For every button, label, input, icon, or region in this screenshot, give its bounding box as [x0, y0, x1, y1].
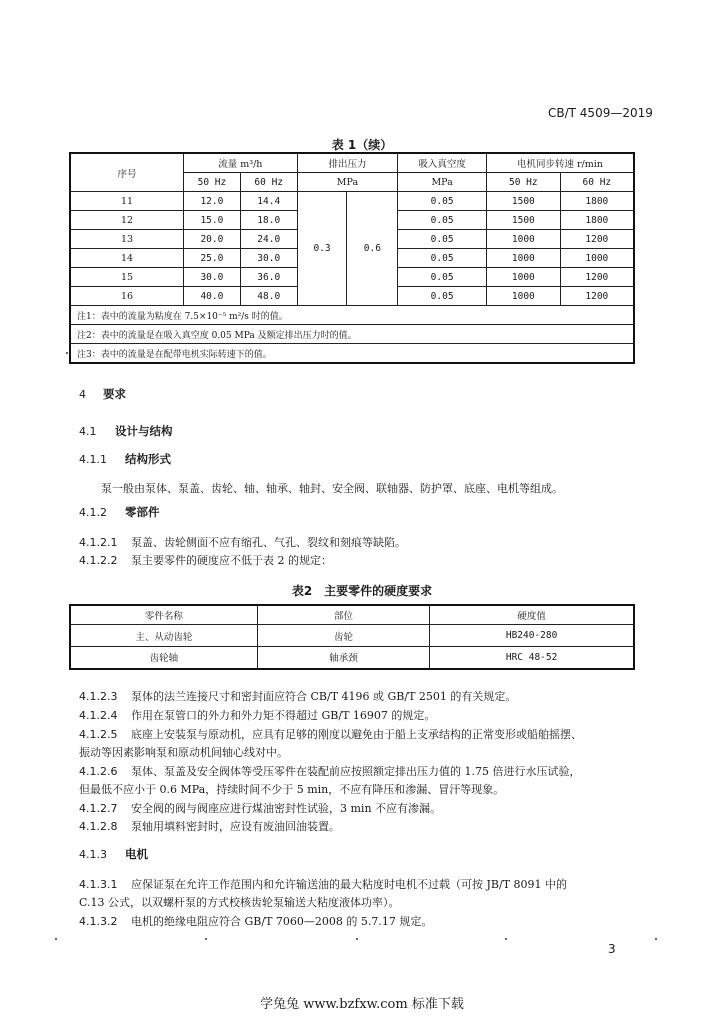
header-pressure: 排出压力 [297, 153, 398, 173]
cell-seq: 11 [70, 192, 183, 211]
header-seq: 序号 [70, 153, 183, 192]
cell-pressure-b: 0.6 [347, 192, 398, 306]
section-title: 结构形式 [125, 452, 172, 466]
cell-flow-50: 12.0 [183, 192, 240, 211]
section-4-heading [79, 386, 126, 402]
section-4-1-heading [79, 423, 173, 439]
cell-speed-50: 1500 [486, 211, 560, 230]
paragraph [79, 726, 582, 744]
clause-text: 泵盖、齿轮侧面不应有缩孔、气孔、裂纹和刻痕等缺陷。 [131, 536, 406, 549]
paragraph-continued: 但最低不应小于 0.6 MPa，持续时间不少于 5 min，不应有降压和渗漏、冒汗等现象。 [79, 783, 505, 796]
page-number: 3 [608, 942, 616, 956]
scan-speck [356, 938, 358, 940]
cell-seq: 14 [70, 249, 183, 268]
cell-flow-50: 15.0 [183, 211, 240, 230]
cell-speed-60: 1200 [560, 268, 634, 287]
clause-text: 底座上安装泵与原动机，应具有足够的刚度以避免由于船上支承结构的正常变形或船舶摇摆、 [131, 728, 582, 741]
cell-seq: 12 [70, 211, 183, 230]
cell-speed-60: 1200 [560, 287, 634, 306]
header-flow: 流量 m³/h [183, 153, 297, 173]
section-title: 要求 [103, 387, 127, 401]
clause-number: 4.1.2.5 [79, 728, 118, 741]
cell-vacuum: 0.05 [398, 287, 487, 306]
clause-number: 4.1.2.2 [79, 554, 118, 567]
cell-flow-60: 36.0 [240, 268, 297, 287]
cell-flow-60: 24.0 [240, 230, 297, 249]
clause-text: 作用在泵管口的外力和外力矩不得超过 GB/T 16907 的规定。 [131, 709, 436, 722]
cell-flow-60: 48.0 [240, 287, 297, 306]
cell-vacuum: 0.05 [398, 192, 487, 211]
table-note-3: 注3：表中的流量是在配带电机实际转速下的值。 [70, 344, 634, 364]
header-speed-60hz: 60 Hz [560, 173, 634, 192]
header-part: 零件名称 [70, 605, 257, 625]
header-vacuum-unit: MPa [398, 173, 487, 192]
clause-number: 4.1.2.7 [79, 802, 118, 815]
paragraph [79, 876, 567, 894]
clause-number: 4.1.2.4 [79, 709, 118, 722]
scan-speck [66, 352, 68, 354]
paragraph: 泵一般由泵体、泵盖、齿轮、轴、轴承、轴封、安全阀、联轴器、防护罩、底座、电机等组成。 [101, 482, 563, 495]
paragraph-continued: 振动等因素影响泵和原动机间轴心线对中。 [79, 746, 288, 759]
table-row [70, 192, 634, 211]
scan-speck [205, 938, 207, 940]
section-number: 4.1.3 [79, 848, 107, 861]
cell-vacuum: 0.05 [398, 249, 487, 268]
cell-seq: 13 [70, 230, 183, 249]
header-position: 部位 [257, 605, 429, 625]
cell-seq: 16 [70, 287, 183, 306]
paragraph [79, 818, 340, 836]
clause-number: 4.1.2.8 [79, 820, 118, 833]
paragraph [79, 913, 432, 931]
scan-speck [505, 938, 507, 940]
cell-vacuum: 0.05 [398, 230, 487, 249]
clause-text: 电机的绝缘电阻应符合 GB/T 7060—2008 的 5.7.17 规定。 [131, 915, 433, 928]
cell-position: 齿轮 [257, 625, 429, 647]
clause-text: 安全阀的阀与阀座应进行煤油密封性试验，3 min 不应有渗漏。 [131, 802, 442, 815]
table-row [70, 647, 634, 669]
header-pressure-unit: MPa [297, 173, 398, 192]
section-4-1-1-heading [79, 451, 171, 467]
section-number: 4.1.2 [79, 506, 107, 519]
paragraph [79, 800, 441, 818]
cell-flow-50: 20.0 [183, 230, 240, 249]
table2-caption: 表2 主要零件的硬度要求 [291, 584, 433, 598]
table-note-2: 注2：表中的流量是在吸入真空度 0.05 MPa 及额定排出压力时的值。 [70, 325, 634, 344]
cell-flow-60: 30.0 [240, 249, 297, 268]
table1 [69, 152, 635, 364]
table2 [69, 604, 635, 670]
cell-speed-50: 1500 [486, 192, 560, 211]
clause-number: 4.1.3.1 [79, 878, 118, 891]
cell-speed-60: 1800 [560, 211, 634, 230]
table-note-1: 注1：表中的流量为粘度在 7.5×10⁻⁵ m²/s 时的值。 [70, 306, 634, 325]
clause-text: 泵主要零件的硬度应不低于表 2 的规定： [131, 554, 332, 567]
header-flow-50hz: 50 Hz [183, 173, 240, 192]
table1-caption: 表 1（续） [331, 138, 393, 152]
clause-number: 4.1.3.2 [79, 915, 118, 928]
clause-number: 4.1.2.6 [79, 765, 118, 778]
download-watermark: 学兔兔 www.bzfxw.com 标准下载 [260, 997, 464, 1012]
clause-text: 泵体、泵盖及安全阀体等受压零件在装配前应按照额定排出压力值的 1.75 倍进行水压试验， [131, 765, 581, 778]
cell-pressure-a: 0.3 [297, 192, 347, 306]
header-vacuum: 吸入真空度 [398, 153, 487, 173]
cell-vacuum: 0.05 [398, 211, 487, 230]
scan-speck [655, 938, 657, 940]
header-flow-60hz: 60 Hz [240, 173, 297, 192]
cell-hardness: HB240-280 [430, 625, 634, 647]
clause-text: 泵体的法兰连接尺寸和密封面应符合 CB/T 4196 或 GB/T 2501 的有关规定。 [131, 690, 517, 703]
cell-hardness: HRC 48-52 [430, 647, 634, 669]
clause-number: 4.1.2.1 [79, 536, 118, 549]
section-number: 4.1.1 [79, 453, 107, 466]
section-number: 4 [79, 388, 86, 401]
cell-vacuum: 0.05 [398, 268, 487, 287]
section-4-1-2-heading [79, 504, 160, 520]
clause-number: 4.1.2.3 [79, 690, 118, 703]
cell-flow-60: 14.4 [240, 192, 297, 211]
section-title: 零部件 [125, 505, 160, 519]
cell-part: 主、从动齿轮 [70, 625, 257, 647]
paragraph [79, 688, 516, 706]
header-speed-50hz: 50 Hz [486, 173, 560, 192]
paragraph [79, 552, 332, 570]
clause-text: 泵轴用填料密封时，应设有废油回油装置。 [131, 820, 340, 833]
paragraph [79, 707, 435, 725]
cell-position: 轴承颈 [257, 647, 429, 669]
cell-flow-50: 25.0 [183, 249, 240, 268]
paragraph [79, 763, 580, 781]
standard-code: CB/T 4509—2019 [548, 106, 653, 120]
cell-speed-50: 1000 [486, 249, 560, 268]
cell-flow-50: 40.0 [183, 287, 240, 306]
cell-flow-50: 30.0 [183, 268, 240, 287]
cell-speed-60: 1200 [560, 230, 634, 249]
header-speed: 电机同步转速 r/min [486, 153, 634, 173]
cell-seq: 15 [70, 268, 183, 287]
cell-speed-60: 1000 [560, 249, 634, 268]
cell-part: 齿轮轴 [70, 647, 257, 669]
scan-speck [55, 938, 57, 940]
section-number: 4.1 [79, 425, 97, 438]
cell-speed-50: 1000 [486, 268, 560, 287]
clause-text: 应保证泵在允许工作范围内和允许输送油的最大粘度时电机不过载（可按 JB/T 8091 中的 [131, 878, 568, 891]
section-title: 设计与结构 [115, 424, 173, 438]
paragraph [79, 534, 406, 552]
section-title: 电机 [125, 847, 149, 861]
cell-speed-50: 1000 [486, 287, 560, 306]
cell-speed-50: 1000 [486, 230, 560, 249]
header-hardness: 硬度值 [430, 605, 634, 625]
table-row [70, 625, 634, 647]
section-4-1-3-heading [79, 846, 148, 862]
cell-speed-60: 1800 [560, 192, 634, 211]
cell-flow-60: 18.0 [240, 211, 297, 230]
paragraph-continued: C.13 公式，以双螺杆泵的方式校核齿轮泵输送大粘度液体功率）。 [79, 896, 400, 909]
